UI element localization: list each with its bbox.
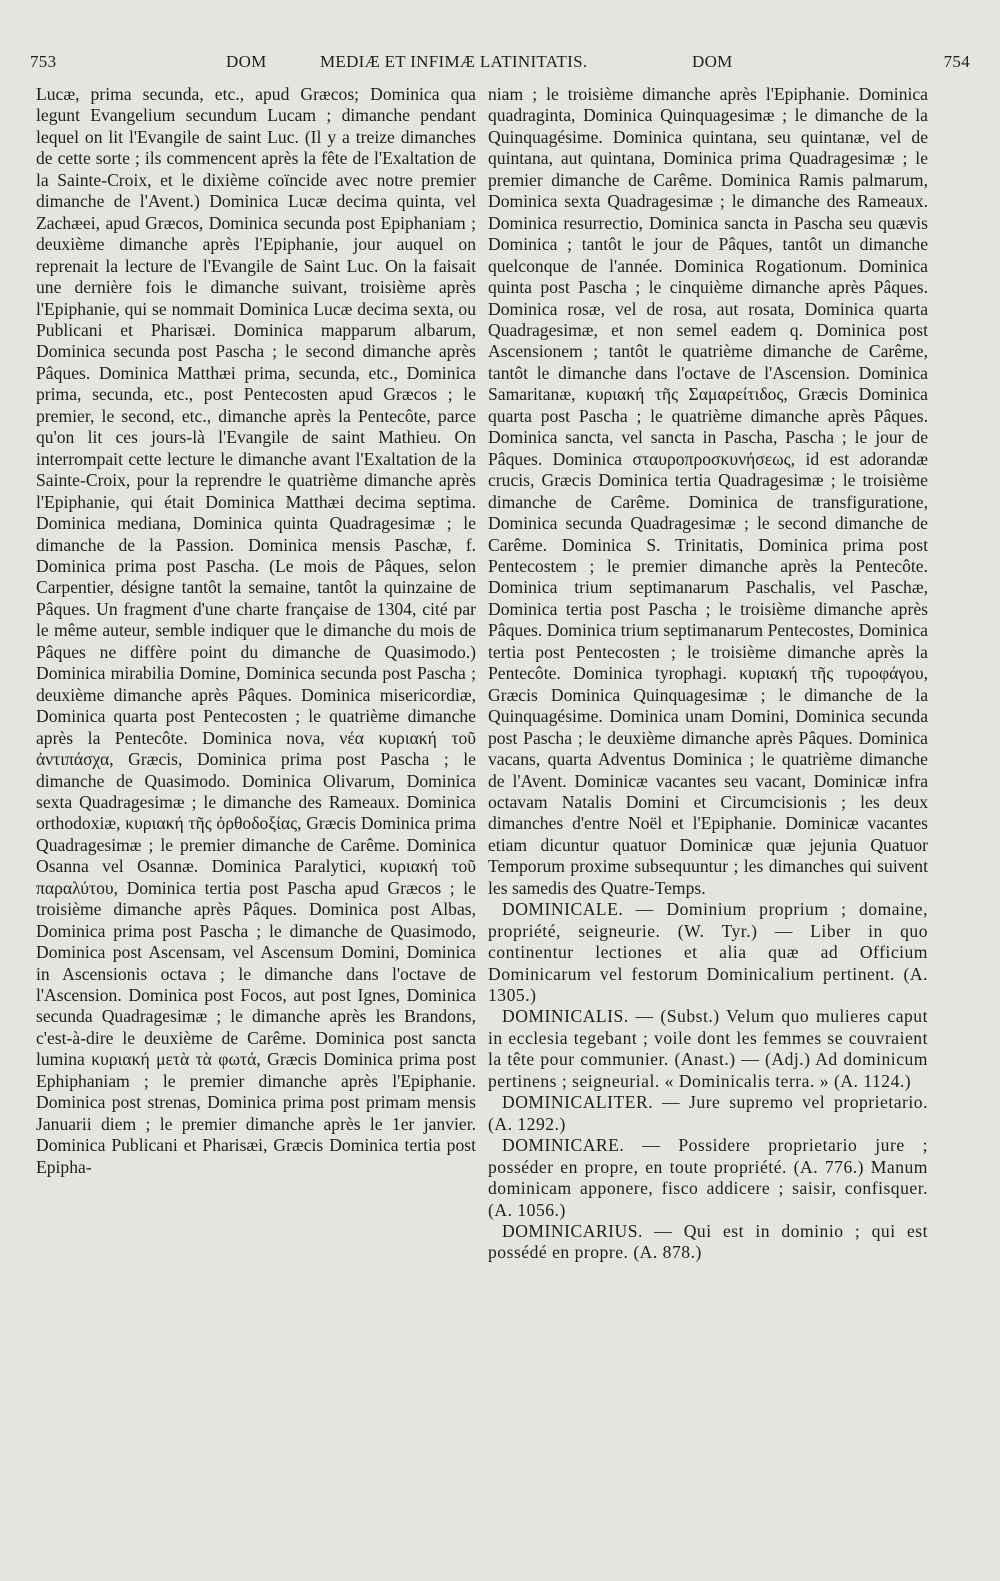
entry-dominicare: DOMINICARE. — Possidere proprietario jure ; posséder en propre, en toute propriété. (A. 776.) Manum dominicam apponere, fisco addicere ; saisir, confisquer. (A. 1056.) <box>488 1135 928 1220</box>
running-header <box>30 52 970 80</box>
left-page-number: 753 <box>30 52 57 71</box>
entry-dominicarius: DOMINICARIUS. — Qui est in dominio ; qui est possédé en propre. (A. 878.) <box>488 1221 928 1263</box>
entry-text: Lucæ, prima secunda, etc., apud Græcos; Dominica qua legunt Evangelium secundum Lucam ; dimanche pendant lequel on lit l'Evangile de saint Luc. (Il y a treize dimanches de cette sorte ; ils commencent après la fête de l'Exaltation de la Sainte-Croix, et le dixième coïncide avec notre premier dimanche de l'Avent.) Dominica Lucæ decima quinta, vel Zachæei, apud Græcos, Dominica secunda post Epiphaniam ; deuxième dimanche après l'Epiphanie, jour auquel on reprenait la lecture de l'Evangile de Saint Luc. On la faisait une dernière fois le dimanche suivant, troisième après l'Epiphanie, qui se nommait Dominica Lucæ decima sexta, ou Publicani et Pharisæi. Dominica mapparum albarum, Dominica secunda post Pascha ; le second dimanche après Pâques. Dominica Matthæi prima, secunda, etc., Dominica prima, secunda, etc., post Pentecosten apud Græcos ; le premier, le second, etc., dimanche après la Pentecôte, parce qu'on lit ces jours-là l'Evangile de saint Mathieu. On interrompait cette lecture le dimanche avant l'Exaltation de la Sainte-Croix, pour la reprendre le quatrième dimanche après l'Epiphanie, qui était Dominica Matthæi decima septima. Dominica mediana, Dominica quinta Quadragesimæ ; le dimanche de la Passion. Dominica mensis Paschæ, f. Dominica prima post Pascha. (Le mois de Pâques, selon Carpentier, désigne tantôt la semaine, tantôt la quinzaine de Pâques. Un fragment d'une charte française de 1304, cité par le même auteur, semble indiquer que le dimanche du mois de Pâques ne diffère point du dimanche de Quasimodo.) Dominica mirabilia Domine, Dominica secunda post Pascha ; deuxième dimanche après Pâques. Dominica misericordiæ, Dominica quarta post Pentecosten ; le quatrième dimanche après la Pentecôte. Dominica nova, νέα κυριακή τοῦ ἀντιπάσχα, Græcis, Dominica prima post Pascha ; le dimanche de Quasimodo. Dominica Olivarum, Dominica sexta Quadragesimæ ; le dimanche des Rameaux. Dominica orthodoxiæ, κυριακή τῆς ὀρθοδοξίας, Græcis Dominica prima Quadragesimæ ; le premier dimanche de Carême. Dominica Osanna vel Osannæ. Dominica Paralytici, κυριακή τοῦ παραλύτου, Dominica tertia post Pascha apud Græcos ; le troisième dimanche après Pâques. Dominica post Albas, Dominica prima post Pascha ; le dimanche de Quasimodo, Dominica post Ascensam, vel Ascensum Domini, Dominica in Ascensionis octava ; le dimanche dans l'octave de l'Ascension. Dominica post Focos, aut post Ignes, Dominica secunda Quadragesimæ ; le dimanche après les Brandons, c'est-à-dire le deuxième de Carême. Dominica post sancta lumina κυριακή μετὰ τὰ φωτά, Græcis Dominica prima post Ephiphaniam ; le premier dimanche après l'Epiphanie. Dominica post strenas, Dominica prima post primam mensis Januarii diem ; le premier dimanche après le 1er janvier. Dominica Publicani et Pharisæi, Græcis Dominica tertia post Epipha- <box>36 84 476 1177</box>
left-guide-word: DOM <box>226 52 267 71</box>
entry-dominicale: DOMINICALE. — Dominium proprium ; domaine, propriété, seigneurie. (W. Tyr.) — Liber in quo continentur lectiones et alia quæ ad Officium Dominicarum vel festorum Dominicalium pertinent. (A. 1305.) <box>488 899 928 1006</box>
left-column <box>36 84 476 1178</box>
right-page-number: 754 <box>943 52 970 71</box>
right-column <box>488 84 928 1264</box>
entry-dominicalis: DOMINICALIS. — (Subst.) Velum quo mulieres caput in ecclesia tegebant ; voile dont les femmes se couvraient la tête pour communier. (Anast.) — (Adj.) Ad dominicum pertinens ; seigneurial. « Dominicalis terra. » (A. 1124.) <box>488 1006 928 1091</box>
running-title: MEDIÆ ET INFIMÆ LATINITATIS. <box>320 52 588 71</box>
entry-dominicaliter: DOMINICALITER. — Jure supremo vel proprietario. (A. 1292.) <box>488 1092 928 1134</box>
entry-text: niam ; le troisième dimanche après l'Epiphanie. Dominica quadraginta, Dominica Quinquagesimæ ; le dimanche de la Quinquagésime. Dominica quintana, seu quintanæ, vel de quintana, aut quintana, Dominica prima Quadragesimæ ; le premier dimanche de Carême. Dominica Ramis palmarum, Dominica sexta Quadragesimæ ; le dimanche des Rameaux. Dominica resurrectio, Dominica sancta in Pascha seu quævis Dominica ; tantôt le jour de Pâques, tantôt un dimanche quelconque de l'année. Dominica Rogationum. Dominica quinta post Pascha ; le cinquième dimanche après Pâques. Dominica rosæ, vel de rosa, aut rosata, Dominica quarta Quadragesimæ, et non semel eadem q. Dominica post Ascensionem ; tantôt le quatrième dimanche de Carême, tantôt le dimanche dans l'octave de l'Ascension. Dominica Samaritanæ, κυριακή τῆς Σαμαρείτιδος, Græcis Dominica quarta post Pascha ; le quatrième dimanche après Pâques. Dominica sancta, vel sancta in Pascha, Pascha ; le jour de Pâques. Dominica σταυροπροσκυνήσεως, id est adorandæ crucis, Græcis Dominica tertia Quadragesimæ ; le troisième dimanche de Carême. Dominica de transfiguratione, Dominica secunda Quadragesimæ ; le second dimanche de Carême. Dominica S. Trinitatis, Dominica prima post Pentecostem ; le premier dimanche après la Pentecôte. Dominica trium septimanarum Paschalis, vel Paschæ, Dominica tertia post Pascha ; le troisième dimanche après Pâques. Dominica trium septimanarum Pentecostes, Dominica tertia post Pentecosten ; le troisième dimanche après la Pentecôte. Dominica tyrophagi. κυριακή τῆς τυροφάγου, Græcis Dominica Quinquagesimæ ; le dimanche de la Quinquagésime. Dominica unam Domini, Dominica secunda post Pascha ; le deuxième dimanche après Pâques. Dominica vacans, quarta Adventus Dominica ; le quatrième dimanche de l'Avent. Dominicæ vacantes seu vacant, Dominicæ infra octavam Natalis Domini et Circumcisionis ; les deux dimanches d'entre Noël et l'Epiphanie. Dominicæ vacantes etiam dicuntur quatuor Dominicæ quæ jejunia Quatuor Temporum proxime subsequuntur ; les dimanches qui suivent les samedis des Quatre-Temps. <box>488 84 928 898</box>
right-guide-word: DOM <box>692 52 733 71</box>
